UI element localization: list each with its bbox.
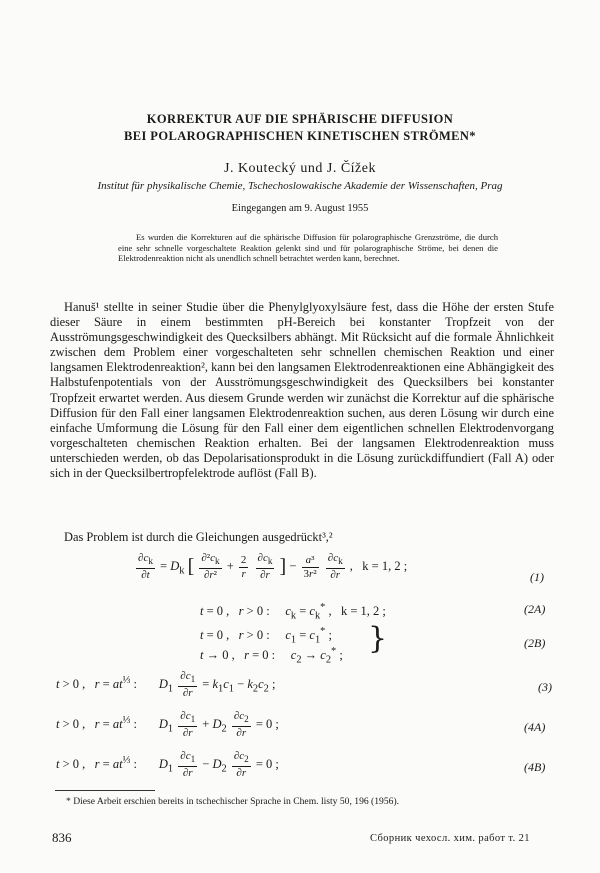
- equation-4a: t > 0 , $r = at^{\frac{1}{3}}$ : $D_1$ $\frac{\partial c_1}{\partial r}$ + $D_2$ $\frac{\partial c_2}{\partial r}$ = 0 ;: [56, 710, 279, 740]
- eq-number-3: (3): [538, 680, 552, 694]
- body-paragraph: Hanuš¹ stellte in seiner Studie über die Phenylglyoxylsäure fest, dass die Höhe der ersten Stufe dieser Säure in einem bestimmten pH-Bereich bei konstanter Tropfzeit von der Ausströmungsgeschwindigkeit des Quecksilbers abhängt. Mit Rücksicht auf die formale Ähnlichkeit zwischen dem Problem einer vorgeschalteten sehr schnellen chemischen Reaktion und einer langsamen Elektrodenreaktion², kann bei den langsamen Elektrodenreaktionen eine Abhängigkeit des Halbstufenpotentials von der Ausströmungsgeschwindigkeit des Quecksilbers bei konstanter Tropfzeit erwartet werden. Aus diesem Grunde werden wir zunächst die Korrektur auf die sphärische Diffusion für den Fall einer langsamen Elektrodenreaktion suchen, aus deren Lösung wir durch eine einfache Umformung die Lösung für den Fall einer dem eigentlichen schnellen Elektrodenvorgang vorgeschalteten chemischen Reaktion erhalten. Bei der langsamen Elektrodenreaktion muss unterschieden werden, ob das Depolarisationsprodukt in die Lösung zurückdiffundiert (Fall A) oder sich in der Quecksilbertropfelektrode auflöst (Fall B).: [50, 300, 554, 481]
- brace-icon: }: [368, 621, 388, 656]
- institute: Institut für physikalische Chemie, Tschechoslowakische Akademie der Wissenschaften, Prag: [97, 180, 503, 192]
- footnote-divider: [55, 790, 155, 791]
- equation-2b-line1: t = 0 , r > 0 : $c_1 = c_1^*$ ;: [200, 626, 332, 646]
- title-line-2: BEI POLAROGRAPHISCHEN KINETISCHEN STRÖMEN*: [124, 129, 476, 143]
- page-number: 836: [52, 830, 72, 845]
- received-date: Eingegangen am 9. August 1955: [231, 203, 369, 214]
- eq-number-2b: (2B): [524, 636, 546, 650]
- equation-4b: t > 0 , $r = at^{\frac{1}{3}}$ : $D_1$ $\frac{\partial c_1}{\partial r}$ − $D_2$ $\frac{\partial c_2}{\partial r}$ = 0 ;: [56, 750, 279, 780]
- equation-2a: t = 0 , r > 0 : $c_k = c_k^*$ , k = 1, 2 ;: [200, 602, 386, 622]
- authors: J. Koutecký und J. Čížek: [224, 161, 376, 176]
- title-line-1: KORREKTUR AUF DIE SPHÄRISCHE DIFFUSION: [146, 112, 454, 126]
- eq-number-4b: (4B): [524, 760, 546, 774]
- eq-number-2a: (2A): [524, 602, 546, 616]
- eq-number-4a: (4A): [524, 720, 546, 734]
- abstract: Es wurden die Korrekturen auf die sphärische Diffusion für polarographische Grenzströme, die durch eine sehr schnelle vorgeschaltete Reaktion gelenkt sind und für polarographische Ströme, bei denen die Elektrodenreaktion nicht als unendlich schnell betrachtet werden kann, berechnet.: [118, 232, 498, 264]
- body-paragraph-2: Das Problem ist durch die Gleichungen ausgedrückt³,²: [64, 530, 333, 544]
- equation-3: t > 0 , $r = at^{\frac{1}{3}}$ : $D_1$ $\frac{\partial c_1}{\partial r}$ = $k_1c_1 - k_2c_2$ ;: [56, 670, 276, 700]
- footnote: * Diese Arbeit erschien bereits in tschechischer Sprache in Chem. listy 50, 196 (1956).: [66, 796, 400, 807]
- equation-2b-line2: t → 0 , r = 0 : $c_2 \to c_2^*$ ;: [200, 646, 343, 666]
- journal-name: Сборник чехосл. хим. работ т. 21: [370, 833, 530, 844]
- eq-number-1: (1): [530, 570, 544, 584]
- equation-1: $\frac{\partial c_k}{\partial t}$ = $D_k$ [ $\frac{\partial^2c_k}{\text{∂r²}}$ + $\frac{2}{r}$ $\frac{\partial c_k}{\partial r}$ ] − $\frac{\text{a³}}{\text{3r²}}$ $\frac{\partial c_k}{\partial r}$ , k = 1, 2 ;: [138, 552, 408, 582]
